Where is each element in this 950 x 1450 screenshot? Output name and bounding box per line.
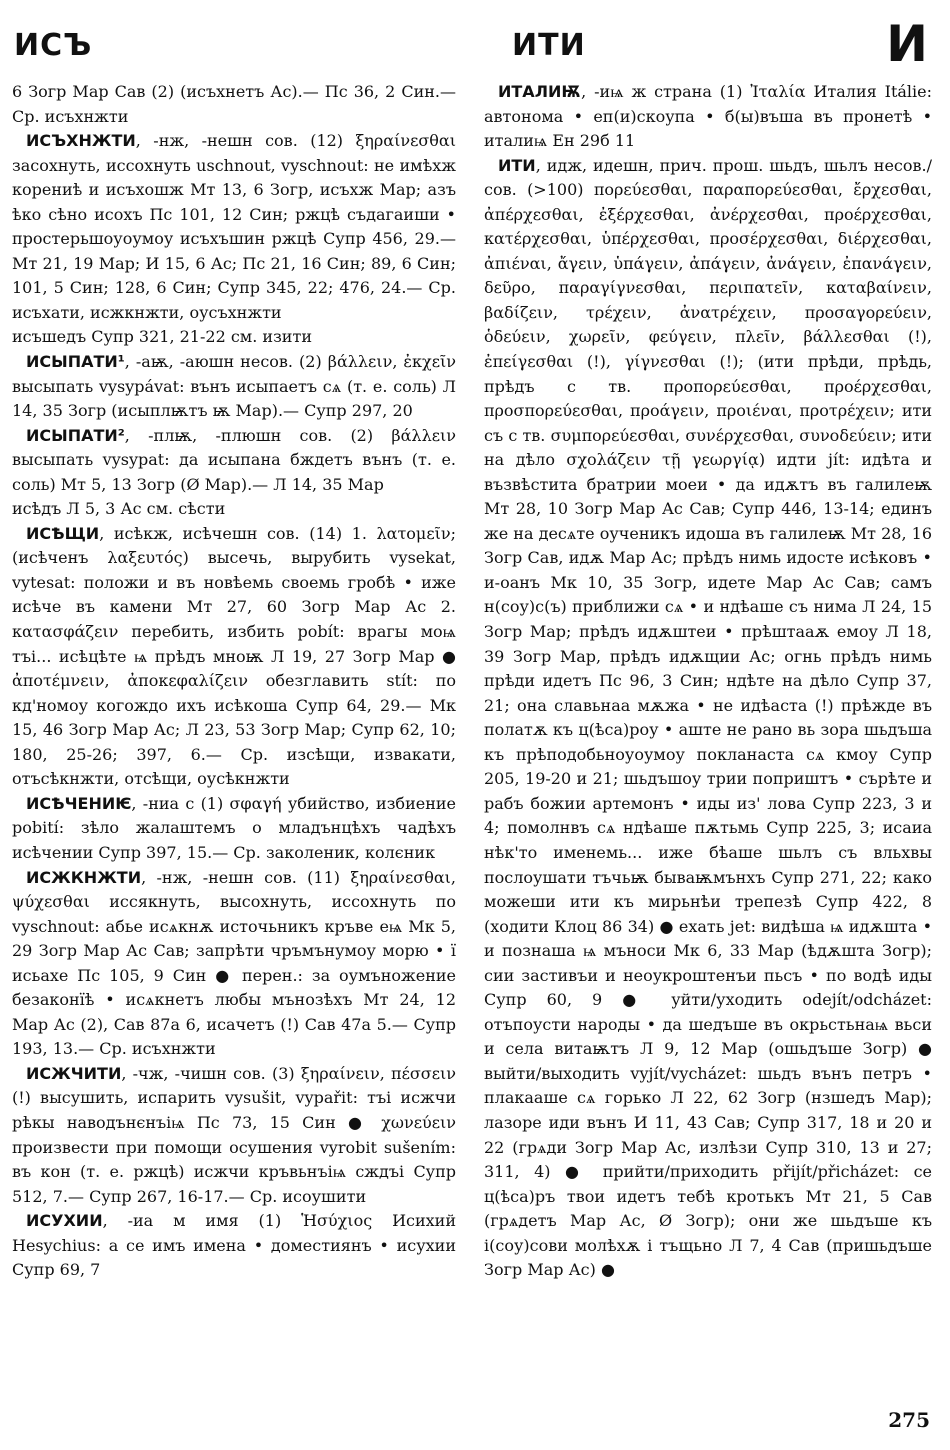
entry-headword: ИСѢЧЕНИѤ [26,793,132,813]
entry-body: , -иа м имя (1) Ἡσύχιος Исихий Hesychius: а се имъ имена • доместиянъ • исухии Супр 69, 7 [12,1211,456,1280]
entry-body: 6 Зогр Мар Сав (2) (исъхнетъ Ас).— Пс 36, 2 Син.— Ср. исъхнжти [12,82,456,126]
entry-headword: ИСЫПАТИ² [26,425,125,445]
entry-headword: ИСЖКНЖТИ [26,867,142,887]
entry-body: , -аѭ, -аюшн несов. (2) βάλλειν, ἐκχεῖν высыпать vysypávat: вънъ исыпаетъ сѧ (т. е. соль) Л 14, 35 Зогр (исыплѭтъ ѭ Мар).— Супр 297, 20 [12,352,456,421]
dictionary-entry [12,792,456,866]
entry-body: , -ниа с (1) σφαγή убийство, избиение pobití: зѣло жалаштемъ о младънцѣхъ чадѣхъ исѣчении Супр 397, 15.— Ср. заколеник, колєник [12,793,456,862]
dictionary-entry [484,154,932,1283]
dictionary-entry [12,350,456,424]
entry-body: , -чж, -чишн сов. (3) ξηραίνειν, πέσσειν (!) высушить, испарить vysušit, vypařit: тъі исжчи рѣкы наводънєнъіѩ Пс 73, 15 Син ● χωνεύειν произвести при помощи осушения vyrobit sušením: въ кон (т. е. ржцѣ) исжчи кръвьнъіѩ сждъі Супр 512, 7.— Супр 267, 16-17.— Ср. исоушити [12,1063,456,1206]
entry-body: исѣдъ Л 5, 3 Ас см. сѣсти [12,499,226,519]
running-head-center: ИТИ [512,28,586,63]
entry-body: , -нж, -нешн сов. (11) ξηραίνεσθαι, ψύχεσθαι иссякнуть, высохнуть, иссохнуть по vyschnout: абье исѧкнѫ источьникъ кръве еѩ Мк 5, 29 Зогр Мар Ас Сав; запрѣти чръмънумоу морю • ї исьахе Пс 105, 9 Син ● перен.: за оумъножение безаконїѣ • исѧкнетъ любы мънозѣхъ Мт 24, 12 Мар Ас (2), Сав 87а 6, исачетъ (!) Сав 47а 5.— Супр 193, 13.— Ср. исъхнжти [12,867,456,1059]
entry-headword: ИСУХИИ [26,1211,103,1231]
dictionary-entry [484,80,932,154]
dictionary-entry [12,80,456,129]
dictionary-entry [12,424,456,498]
dictionary-entry [12,1062,456,1209]
dictionary-entry [12,129,456,325]
dictionary-entry [12,325,456,350]
dictionary-entry [12,522,456,792]
entry-body: , -плѭ, -плюшн сов. (2) βάλλειν высыпать vysypat: да исыпана бждетъ вънъ (т. е. соль) Мт 5, 13 Зогр (Ø Мар).— Л 14, 35 Мар [12,425,456,494]
entry-body: , -иѩ ж страна (1) Ἰταλία Италия Itálie: автонома • еп(и)скоупа • б(ы)въша въ пронетѣ • италиѩ Ен 29б 11 [484,82,932,151]
entry-body: , идж, идешн, прич. прош. шьдъ, шьлъ несов./сов. (>100) πορεύεσθαι, παραπορεύεσθαι, ἔρχεσθαι, ἀπέρχεσθαι, ἐξέρχεσθαι, ἀνέρχεσθαι, προέρχεσθαι, κατέρχεσθαι, ὑπέρχεσθαι, προσέρχεσθαι, διέρχεσθαι, ἀπιέναι, ἄγειν, ὑπάγειν, ἀπάγειν, ἀνάγειν, ἐπανάγειν, δεῦρο, παραγίγνεσθαι, περιπατεῖν, καταβαίνειν, βαδίζειν, τρέχειν, ἀνατρέχειν, προσαγορεύειν, ὁδεύειν, χωρεῖν, φεύγειν, πλεῖν, βάλλεσθαι (!), ἐπείγεσθαι (!), γίγνεσθαι (!); (ити прѣди, прѣдь, прѣдъ с тв. προπορεύεσθαι, προέρχεσθαι, προσπορεύεσθαι, προάγειν, προιέναι, προτρέχειν; ити съ с тв. συμπορεύεσθαι, συνέρχεσθαι, συνοδεύειν; ити на дѣло σχολάζειν τῇ γεωργίᾳ) идти jít: идѣта и възвѣстита братрии моеи • да идѫтъ въ галилеѭ Мт 28, 10 Зогр Мар Ас Сав; Супр 446, 13-14; единъ же на десѧте оученикъ идоша въ галилеѭ Мт 28, 16 Зогр Сав, идѫ Мар Ас; прѣдъ нимь идосте исѣковъ • и-оанъ Мк 10, 35 Зогр, идете Мар Ас Сав; самъ н(соу)с(ъ) приближи сѧ • и ндѣаше съ нима Л 24, 15 Зогр Мар; прѣдъ идѫштеи • прѣштааѫ емоу Л 18, 39 Зогр Мар, прѣдъ идѫщии Ас; огнь прѣдъ нимь прѣди идетъ Пс 96, 3 Син; ндѣте на дѣло Супр 37, 21; она славьнаа мѫжа • не идѣаста (!) прѣжде въ полатѫ къ ц(ѣса)роу • аште не рано вь зора шьдъша къ прѣподобьноуоумоу покланаста сѧ кмоу Супр 205, 19-20 и 21; шьдъшоу трии поприштъ • сърѣте и рабъ божии артемонъ • иды из' лова Супр 223, 3 и 4; помолнвъ сѧ ндѣаше пѫтьмь Супр 225, 3; исаиа нѣк'то именемь... иже бѣаше шьлъ съ вльхвы послоушати тъчьѭ бываѭмънхъ Супр 271, 22; како можеши ити къ мирьнѣи трепезѣ Супр 422, 8 (ходити Клоц 86 34) ● ехать jet: видѣша ѩ идѫшта • и познаша ѩ мъноси Мк 6, 33 Мар (ѣдѫшта Зогр); сии застивъи и неоукроштенъи пьсъ • по водѣ иды Супр 60, 9 ● уйти/уходить odejít/odcházet: отъпоусти народы • да шедъше въ окрьстьнаѩ вьси и села витаѭтъ Л 9, 12 Мар (ошьдъше Зогр) ● выйти/выходить vyjít/vycházet: шьдъ вънъ петръ • плакааше сѧ горько Л 22, 62 Зогр (нзшедъ Мар); лазоре иди вънъ И 11, 43 Сав; Супр 317, 18 и 20 и 22 (грѧди Зогр Мар Ас, излѣзи Супр 310, 13 и 27; 311, 4) ● прийти/приходить přijít/přicházet: се ц(ѣса)ръ твои идетъ тебѣ кротькъ Мт 21, 5 Сав (грѧдетъ Мар Ас, Ø Зогр); они же шьдъше къ і(соу)сови молѣхѫ і тъщьно Л 7, 4 Сав (пришьдъше Зогр Мар Ас) ● [484,155,932,1280]
left-column [12,80,456,1415]
entry-headword: ИТИ [498,155,536,175]
running-head-left: ИСЪ [14,28,93,63]
dictionary-entry [12,497,456,522]
page-number: 275 [888,1408,930,1432]
entry-headword: ИСЪХНЖТИ [26,131,136,151]
entry-body: , исѣкж, исѣчешн сов. (14) 1. λατομεῖν; (исѣченъ λαξευτός) высечь, вырубить vysekat, vytesat: положи и въ новѣемь своемь гробѣ • иже исѣче въ камени Мт 27, 60 Зогр Мар Ас 2. κατασφάζειν перебить, избить pobít: врагы моѩ тъі... исѣцѣте ѩ прѣдъ мноѭ Л 19, 27 Зогр Мар ● ἀποτέμνειν, ἀποκεφαλίζειν обезглавить stít: по кд'номоу когождо ихъ исѣкоша Супр 64, 29.— Мк 15, 46 Зогр Мар Ас; Л 23, 53 Зогр Мар; Супр 62, 10; 180, 25-26; 397, 6.— Ср. изсѣщи, извакати, отъсѣкнжти, отсѣщи, оусѣкнжти [12,523,456,789]
right-column [484,80,932,1415]
entry-headword: ИСЖЧИТИ [26,1063,122,1083]
section-letter: И [886,15,928,73]
entry-headword: ИСѢЩИ [26,523,100,543]
entry-headword: ИТАЛИѬ [498,82,582,101]
entry-body: , -нж, -нешн сов. (12) ξηραίνεσθαι засохнуть, иссохнуть uschnout, vyschnout: не имѣхж корениѣ и исъхошж Мт 13, 6 Зогр, исъхж Мар; азъ ѣко сѣно исохъ Пс 101, 12 Син; ржцѣ съдагаиши • простерьшоуоумоу исъхъшин ржцѣ Супр 456, 29.— Мт 21, 19 Мар; И 15, 6 Ас; Пс 21, 16 Син; 89, 6 Син; 101, 5 Син; 128, 6 Син; Супр 345, 22; 476, 24.— Ср. исъхати, исжкнжти, оусъхнжти [12,131,456,322]
dictionary-entry [12,1209,456,1283]
dictionary-entry [12,866,456,1062]
entry-headword: ИСЫПАТИ¹ [26,352,125,372]
entry-body: исъшедъ Супр 321, 21-22 см. изити [12,327,312,347]
